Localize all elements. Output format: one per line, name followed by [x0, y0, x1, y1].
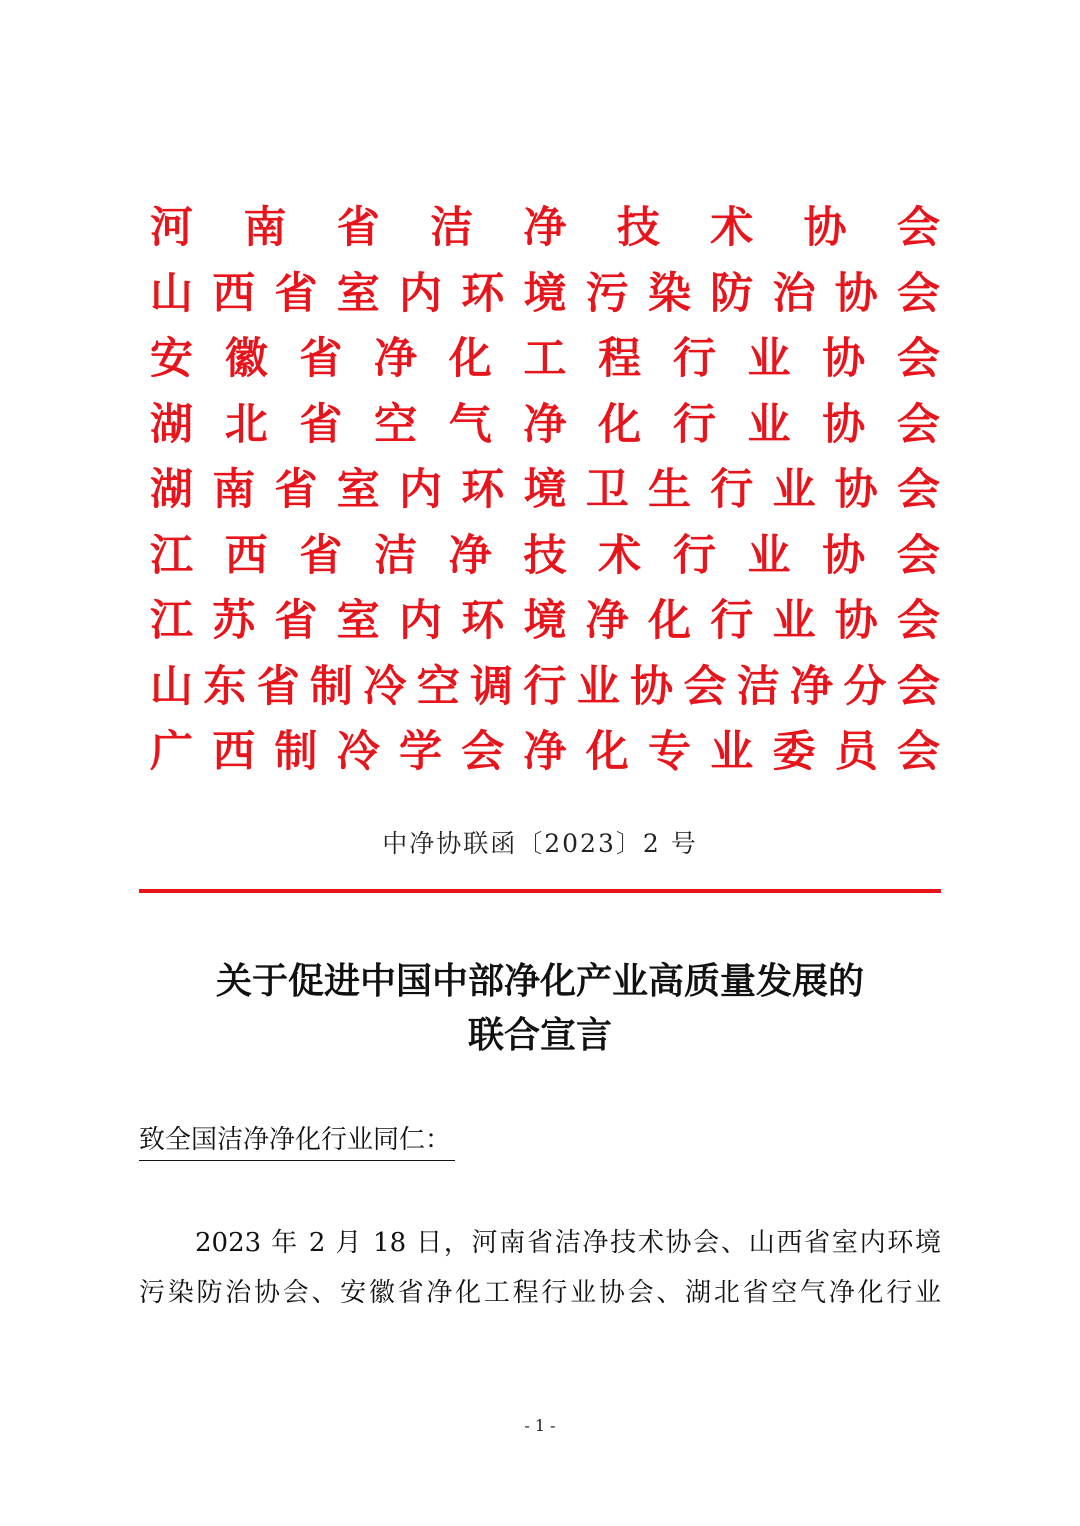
organization-char: 省	[256, 661, 300, 712]
organization-char: 业	[772, 596, 816, 646]
organization-char: 空	[416, 661, 460, 712]
organization-char: 化	[585, 727, 629, 777]
organization-char: 专	[648, 727, 691, 777]
organization-char: 江	[150, 530, 193, 581]
organization-char: 协	[834, 596, 878, 646]
organization-char: 省	[299, 334, 343, 384]
organization-char: 山	[150, 661, 193, 712]
organization-char: 会	[896, 334, 940, 384]
organization-char: 湖	[150, 465, 193, 515]
organization-char: 工	[523, 334, 567, 384]
organization-char: 室	[336, 465, 380, 515]
organization-char: 净	[523, 203, 567, 253]
organization-char: 境	[523, 465, 567, 515]
salutation: 致全国洁净净化行业同仁：	[139, 1120, 455, 1161]
organization-char: 河	[150, 203, 193, 253]
organization-char: 会	[896, 530, 940, 581]
organization-char: 气	[448, 399, 492, 450]
body-line: 污染防治协会、安徽省净化工程行业协会、湖北省空气净化行业	[139, 1278, 941, 1308]
organization-name	[150, 655, 940, 721]
red-divider-line	[139, 889, 941, 893]
organization-char: 制	[310, 661, 354, 712]
organization-char: 山	[150, 268, 193, 319]
document-title	[0, 955, 1080, 1063]
organization-name	[150, 196, 940, 262]
organization-char: 协	[822, 399, 866, 450]
organization-char: 业	[772, 465, 816, 515]
organization-char: 室	[336, 596, 380, 646]
organization-char: 空	[374, 399, 418, 450]
organization-char: 东	[203, 661, 247, 712]
organization-char: 行	[672, 530, 716, 581]
organization-name	[150, 524, 940, 590]
title-line-1: 关于促进中国中部净化产业高质量发展的	[215, 961, 864, 1002]
body-line: 2023 年 2 月 18 日，河南省洁净技术协会、山西省室内环境	[195, 1228, 941, 1258]
organization-name	[150, 720, 940, 786]
organization-char: 省	[274, 596, 318, 646]
organization-char: 委	[772, 727, 816, 777]
organization-char: 染	[648, 268, 691, 319]
organization-char: 西	[224, 530, 268, 581]
organization-char: 室	[336, 268, 380, 319]
organization-char: 会	[461, 727, 505, 777]
organization-char: 净	[523, 727, 567, 777]
organization-char: 南	[243, 203, 287, 253]
organization-char: 化	[648, 596, 691, 646]
organization-char: 净	[585, 596, 629, 646]
organization-char: 污	[585, 268, 629, 319]
organization-char: 业	[747, 399, 791, 450]
organization-char: 行	[710, 596, 754, 646]
organization-char: 省	[299, 530, 343, 581]
organization-char: 安	[150, 334, 193, 384]
organization-char: 行	[672, 334, 716, 384]
organization-name	[150, 327, 940, 393]
organization-char: 会	[897, 465, 940, 515]
document-number: 中净协联函〔2023〕2 号	[382, 829, 698, 858]
organization-char: 省	[274, 465, 318, 515]
organization-char: 行	[523, 661, 567, 712]
organization-char: 程	[598, 334, 642, 384]
organization-char: 业	[747, 530, 791, 581]
organization-char: 南	[212, 465, 256, 515]
organization-char: 冷	[363, 661, 407, 712]
organization-char: 会	[897, 203, 940, 253]
organization-char: 广	[150, 727, 193, 777]
organization-char: 湖	[150, 399, 193, 450]
organization-char: 冷	[336, 727, 380, 777]
organization-char: 环	[461, 465, 505, 515]
organization-char: 学	[399, 727, 442, 777]
organization-char: 苏	[212, 596, 256, 646]
organization-char: 洁	[374, 530, 418, 581]
organization-char: 术	[710, 203, 754, 253]
organization-char: 净	[448, 530, 492, 581]
organization-char: 化	[598, 399, 642, 450]
organization-char: 净	[374, 334, 418, 384]
organization-char: 西	[212, 268, 256, 319]
organization-char: 协	[803, 203, 847, 253]
organization-char: 术	[598, 530, 642, 581]
body-paragraph	[139, 1218, 941, 1318]
organization-char: 会	[897, 268, 940, 319]
organization-char: 协	[822, 530, 866, 581]
organization-char: 调	[470, 661, 514, 712]
organization-char: 净	[523, 399, 567, 450]
organization-char: 北	[224, 399, 268, 450]
organization-char: 省	[274, 268, 318, 319]
organization-char: 行	[710, 465, 754, 515]
organization-char: 业	[710, 727, 754, 777]
organization-char: 协	[834, 465, 878, 515]
organization-char: 会	[896, 661, 940, 712]
title-line-2: 联合宣言	[467, 1015, 612, 1056]
organization-char: 协	[834, 268, 878, 319]
organization-char: 防	[710, 268, 754, 319]
organization-char: 业	[576, 661, 620, 712]
organization-char: 协	[822, 334, 866, 384]
organization-char: 会	[896, 399, 940, 450]
organization-char: 境	[523, 596, 567, 646]
organization-char: 环	[461, 268, 505, 319]
organization-name	[150, 262, 940, 328]
page-number: - 1 -	[524, 1416, 556, 1435]
organization-char: 西	[212, 727, 256, 777]
organization-char: 省	[299, 399, 343, 450]
organization-char: 会	[897, 596, 940, 646]
organization-char: 洁	[430, 203, 474, 253]
organization-char: 会	[897, 727, 940, 777]
organization-char: 内	[399, 596, 442, 646]
organization-name	[150, 393, 940, 459]
organization-char: 技	[616, 203, 660, 253]
organization-char: 协	[630, 661, 674, 712]
organization-char: 净	[790, 661, 834, 712]
organization-char: 化	[448, 334, 492, 384]
organization-char: 技	[523, 530, 567, 581]
organization-name	[150, 589, 940, 655]
organization-char: 徽	[224, 334, 268, 384]
organization-char: 卫	[585, 465, 629, 515]
organization-char: 省	[336, 203, 380, 253]
organization-char: 境	[523, 268, 567, 319]
organization-char: 内	[399, 465, 442, 515]
organization-char: 会	[683, 661, 727, 712]
organization-name	[150, 458, 940, 524]
organization-char: 环	[461, 596, 505, 646]
organization-char: 江	[150, 596, 193, 646]
organization-char: 制	[274, 727, 318, 777]
organization-char: 生	[648, 465, 691, 515]
issuing-organizations	[150, 196, 940, 786]
organization-char: 洁	[736, 661, 780, 712]
organization-char: 治	[772, 268, 816, 319]
organization-char: 业	[747, 334, 791, 384]
organization-char: 分	[843, 661, 887, 712]
organization-char: 行	[672, 399, 716, 450]
organization-char: 内	[399, 268, 442, 319]
organization-char: 员	[834, 727, 878, 777]
